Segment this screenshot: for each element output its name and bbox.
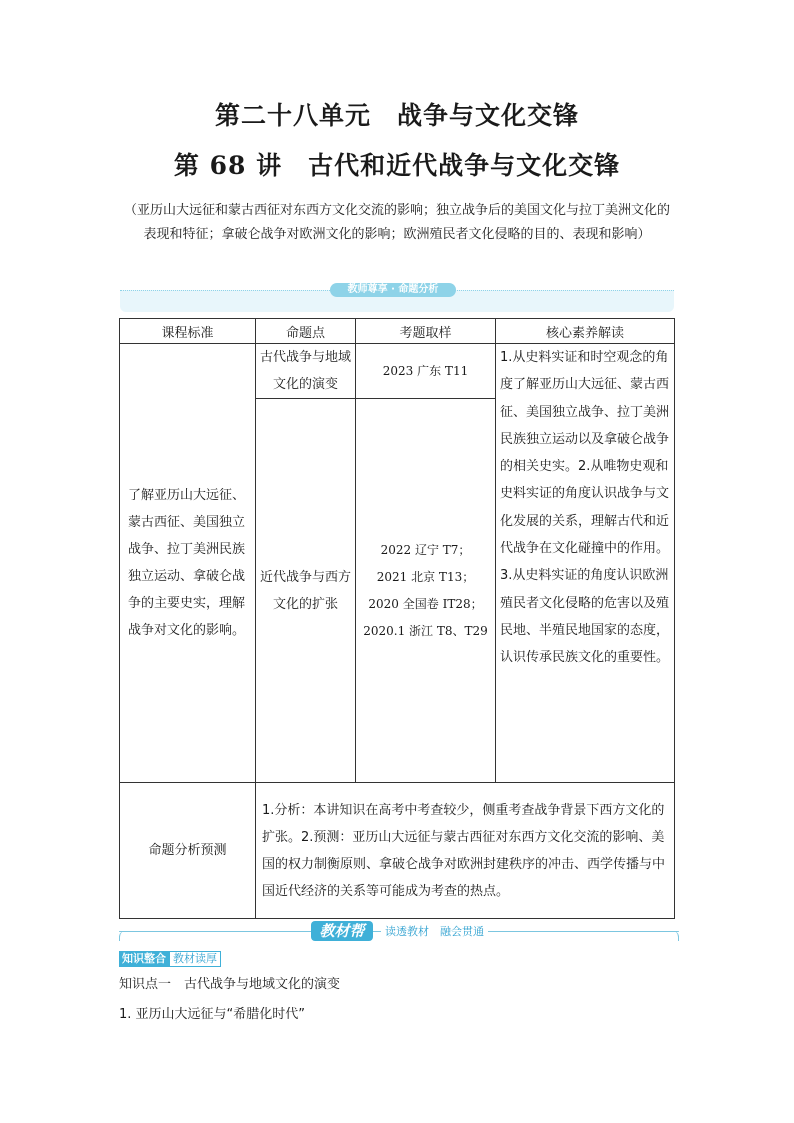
banner-label: 教师尊享 · 命题分析 [330, 283, 456, 297]
banner-rule-left [119, 931, 132, 941]
banner-rule-right [666, 931, 679, 941]
case-ancient-cell: 2023 广东 T11 [356, 344, 496, 399]
case-line: 2020 全国卷 IT28； [368, 596, 483, 611]
header-point: 命题点 [256, 319, 356, 344]
tag-knowledge: 知识整合 [119, 951, 169, 967]
knowledge-point-title: 知识点一 古代战争与地域文化的演变 [119, 977, 341, 992]
table-row [120, 783, 675, 919]
lecture-title: 第 68 讲 古代和近代战争与文化交锋 [173, 151, 621, 180]
curriculum-table [119, 318, 675, 919]
analysis-label-cell: 命题分析预测 [120, 783, 256, 919]
textbook-subtitle: 读透教材 融会贯通 [381, 923, 488, 939]
curriculum-standard-cell: 了解亚历山大远征、蒙古西征、美国独立战争、拉丁美洲民族独立运动、拿破仑战争的主要史实，理解战争对文化的影响。 [120, 344, 256, 783]
point-modern-cell: 近代战争与西方文化的扩张 [256, 399, 356, 783]
section-tags [119, 951, 221, 967]
case-line: 2020.1 浙江 T8、T29 [363, 623, 488, 638]
textbook-banner [119, 921, 679, 943]
table-header-row [120, 319, 675, 344]
header-case: 考题取样 [356, 319, 496, 344]
case-line: 2022 辽宁 T7； [380, 542, 471, 557]
case-modern-cell [356, 399, 496, 783]
unit-title: 第二十八单元 战争与文化交锋 [214, 101, 579, 130]
header-curriculum: 课程标准 [120, 319, 256, 344]
literacy-cell: 1.从史料实证和时空观念的角度了解亚历山大远征、蒙古西征、美国独立战争、拉丁美洲民族独立运动以及拿破仑战争的相关史实。2.从唯物史观和史料实证的角度认识战争与文化发展的关系，理解古代和近代战争在文化碰撞中的作用。3.从史料实证的角度认识欧洲殖民者文化侵略的危害以及殖民地、半殖民地国家的态度，认识传承民族文化的重要性。 [496, 344, 675, 783]
teacher-analysis-banner [120, 283, 674, 313]
table-row [120, 344, 675, 399]
textbook-badge: 教材帮 [311, 921, 373, 941]
point-ancient-cell: 古代战争与地域文化的演变 [256, 344, 356, 399]
analysis-text-cell: 1.分析：本讲知识在高考中考查较少，侧重考查战争背景下西方文化的扩张。2.预测：亚历山大远征与蒙古西征对东西方文化交流的影响、美国的权力制衡原则、拿破仑战争对欧洲封建秩序的冲击、西学传播与中国近代经济的关系等可能成为考查的热点。 [256, 783, 675, 919]
tag-textbook: 教材读厚 [169, 951, 221, 967]
subsection-title: 1. 亚历山大远征与“希腊化时代” [119, 1007, 306, 1022]
header-literacy: 核心素养解读 [496, 319, 675, 344]
scope-note: （亚历山大远征和蒙古西征对东西方文化交流的影响；独立战争后的美国文化与拉丁美洲文化的表现和特征；拿破仑战争对欧洲文化的影响；欧洲殖民者文化侵略的目的、表现和影响） [123, 203, 670, 242]
case-line: 2021 北京 T13； [376, 569, 475, 584]
